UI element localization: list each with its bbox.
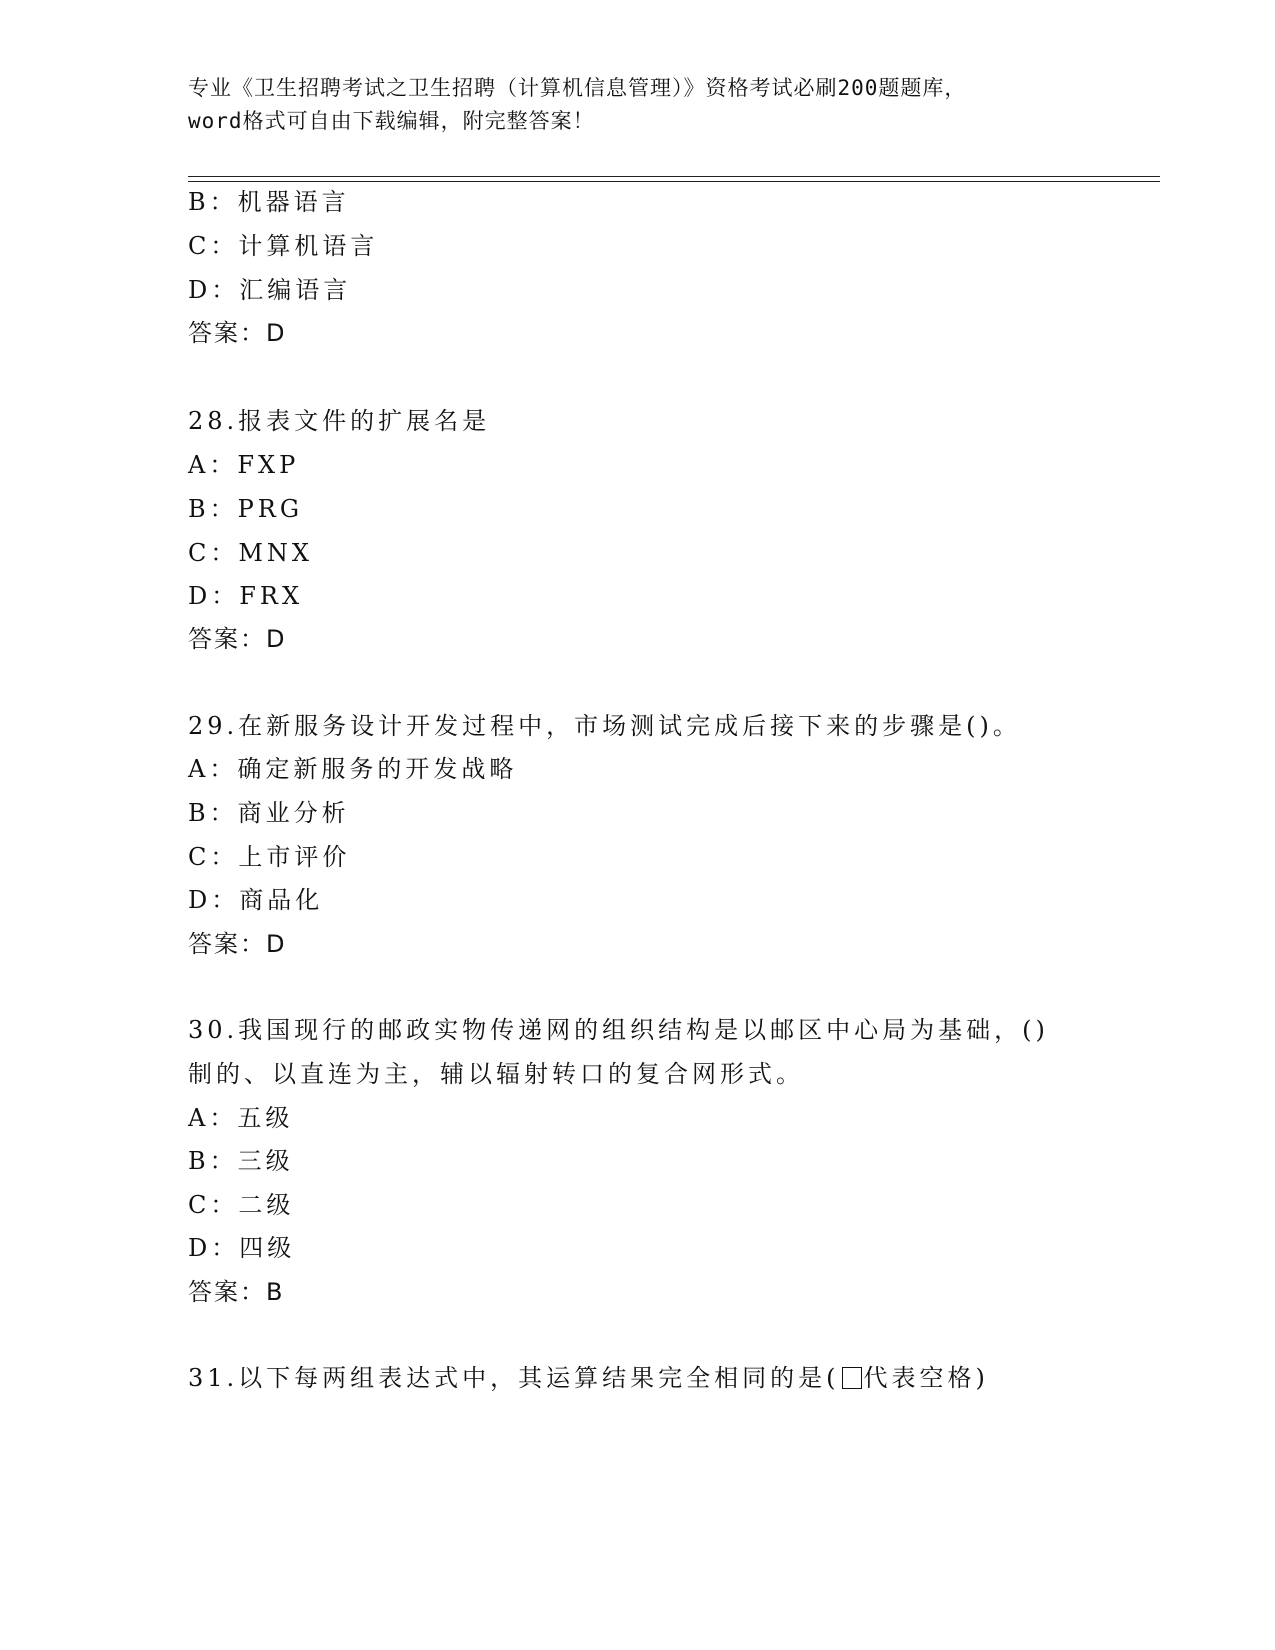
- q31-question-prefix: 31.以下每两组表达式中，其运算结果完全相同的是(: [188, 1364, 840, 1392]
- q31-question: [188, 1363, 989, 1393]
- q30-option-d: D：四级: [188, 1234, 296, 1262]
- header-line-1: 专业《卫生招聘考试之卫生招聘（计算机信息管理）》资格考试必刷200题题库，: [188, 76, 967, 100]
- q27-answer: 答案：D: [188, 319, 287, 347]
- q31-question-suffix: 代表空格): [863, 1364, 989, 1392]
- header-divider-top: [188, 176, 1160, 177]
- q30-option-a: A：五级: [188, 1104, 294, 1132]
- q28-option-a: A：FXP: [188, 451, 300, 479]
- q29-option-a: A：确定新服务的开发战略: [188, 755, 518, 783]
- q30-answer: 答案：B: [188, 1278, 285, 1306]
- q28-option-d: D：FRX: [188, 582, 304, 610]
- header-divider-bottom: [188, 181, 1160, 182]
- q28-question: 28.报表文件的扩展名是: [188, 407, 491, 435]
- q27-option-d: D：汇编语言: [188, 276, 352, 304]
- q27-option-b: B：机器语言: [188, 188, 350, 216]
- q30-question-line-2: 制的、以直连为主，辅以辐射转口的复合网形式。: [188, 1060, 804, 1088]
- q28-answer: 答案：D: [188, 625, 287, 653]
- q30-option-b: B：三级: [188, 1147, 294, 1175]
- q27-option-c: C：计算机语言: [188, 232, 379, 260]
- q29-answer: 答案：D: [188, 930, 287, 958]
- q29-question: 29.在新服务设计开发过程中，市场测试完成后接下来的步骤是()。: [188, 712, 1021, 740]
- document-header: [188, 72, 1108, 138]
- q29-option-d: D：商品化: [188, 886, 324, 914]
- q28-option-b: B：PRG: [188, 495, 304, 523]
- header-line-2: word格式可自由下载编辑，附完整答案！: [188, 109, 595, 133]
- q29-option-c: C：上市评价: [188, 843, 351, 871]
- space-box-icon: [842, 1367, 862, 1389]
- q29-option-b: B：商业分析: [188, 799, 350, 827]
- q28-option-c: C：MNX: [188, 539, 314, 567]
- q30-option-c: C：二级: [188, 1191, 295, 1219]
- q30-question-line-1: 30.我国现行的邮政实物传递网的组织结构是以邮区中心局为基础，(): [188, 1016, 1049, 1044]
